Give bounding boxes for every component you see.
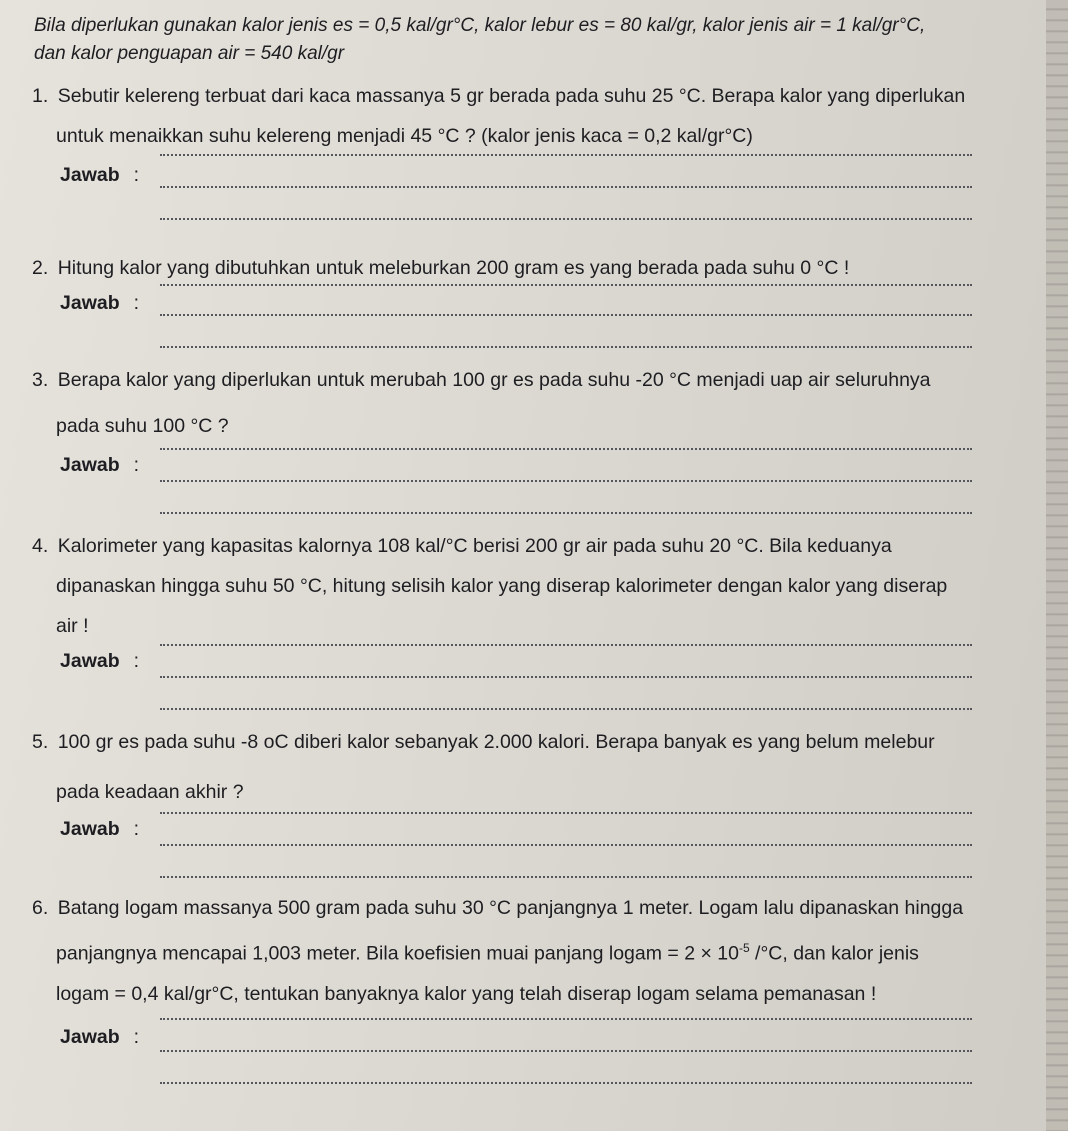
answer-line[interactable] xyxy=(160,844,972,846)
question-number: 2. xyxy=(32,257,49,279)
question-6 xyxy=(32,888,1032,1014)
question-text-line: Berapa kalor yang diperlukan untuk merubah 100 gr es pada suhu -20 °C menjadi uap air seluruhnya xyxy=(57,369,931,391)
question-text-line: Batang logam massanya 500 gram pada suhu 30 °C panjangnya 1 meter. Logam lalu dipanaskan hingga xyxy=(57,897,964,919)
exponent: -5 xyxy=(738,941,750,955)
instructions xyxy=(34,12,1034,68)
answer-label-2: Jawab : xyxy=(60,292,140,314)
answer-label-1: Jawab : xyxy=(60,164,140,186)
answer-label-4: Jawab : xyxy=(60,650,140,672)
answer-line[interactable] xyxy=(160,708,972,710)
answer-line[interactable] xyxy=(160,314,972,316)
question-2 xyxy=(32,248,1032,288)
question-1 xyxy=(32,76,1032,156)
answer-line[interactable] xyxy=(160,812,972,814)
answer-line[interactable] xyxy=(160,644,972,646)
answer-line[interactable] xyxy=(160,1082,972,1084)
question-text-line: panjangnya mencapai 1,003 meter. Bila koefisien muai panjang logam = 2 × 10 xyxy=(56,942,739,965)
question-number: 4. xyxy=(32,535,49,557)
question-text-line: dipanaskan hingga suhu 50 °C, hitung selisih kalor yang diserap kalorimeter dengan kalor yang diserap xyxy=(56,575,948,597)
question-number: 1. xyxy=(32,85,49,107)
answer-line[interactable] xyxy=(160,284,972,286)
question-number: 3. xyxy=(32,369,49,391)
question-text-line: 100 gr es pada suhu -8 oC diberi kalor sebanyak 2.000 kalori. Berapa banyak es yang belum melebur xyxy=(57,731,935,753)
question-text-line: pada suhu 100 °C ? xyxy=(56,415,229,437)
spiral-binding xyxy=(1046,0,1068,1131)
instructions-line-2: dan kalor penguapan air = 540 kal/gr xyxy=(34,43,345,64)
answer-line[interactable] xyxy=(160,1018,972,1020)
question-text-line: Kalorimeter yang kapasitas kalornya 108 kal/°C berisi 200 gr air pada suhu 20 °C. Bila keduanya xyxy=(57,535,892,557)
answer-label-6: Jawab : xyxy=(60,1026,140,1048)
question-text-line: Hitung kalor yang dibutuhkan untuk meleburkan 200 gram es yang berada pada suhu 0 °C ! xyxy=(57,257,850,279)
answer-line[interactable] xyxy=(160,186,972,188)
answer-label-5: Jawab : xyxy=(60,818,140,840)
answer-line[interactable] xyxy=(160,1050,972,1052)
answer-line[interactable] xyxy=(160,480,972,482)
question-text-line: pada keadaan akhir ? xyxy=(56,781,244,803)
question-number: 5. xyxy=(32,731,49,753)
answer-label-3: Jawab : xyxy=(60,454,140,476)
answer-line[interactable] xyxy=(160,512,972,514)
instructions-line-1: Bila diperlukan gunakan kalor jenis es = 0,5 kal/gr°C, kalor lebur es = 80 kal/gr, kalor jenis air = 1 kal/gr°C, xyxy=(34,15,926,36)
question-3 xyxy=(32,360,1032,446)
question-text-line: air ! xyxy=(56,615,89,637)
question-text-line: /°C, dan kalor jenis xyxy=(749,942,919,965)
question-text-line: logam = 0,4 kal/gr°C, tentukan banyaknya kalor yang telah diserap logam selama pemanasan ! xyxy=(56,982,877,1005)
answer-line[interactable] xyxy=(160,876,972,878)
answer-line[interactable] xyxy=(160,676,972,678)
question-number: 6. xyxy=(32,897,49,919)
question-4 xyxy=(32,526,1032,646)
question-5 xyxy=(32,722,1032,812)
answer-line[interactable] xyxy=(160,448,972,450)
question-text-line: untuk menaikkan suhu kelereng menjadi 45 °C ? (kalor jenis kaca = 0,2 kal/gr°C) xyxy=(56,125,753,147)
answer-line[interactable] xyxy=(160,154,972,156)
answer-line[interactable] xyxy=(160,346,972,348)
answer-line[interactable] xyxy=(160,218,972,220)
question-text-line: Sebutir kelereng terbuat dari kaca massanya 5 gr berada pada suhu 25 °C. Berapa kalor yang diperlukan xyxy=(57,85,966,107)
